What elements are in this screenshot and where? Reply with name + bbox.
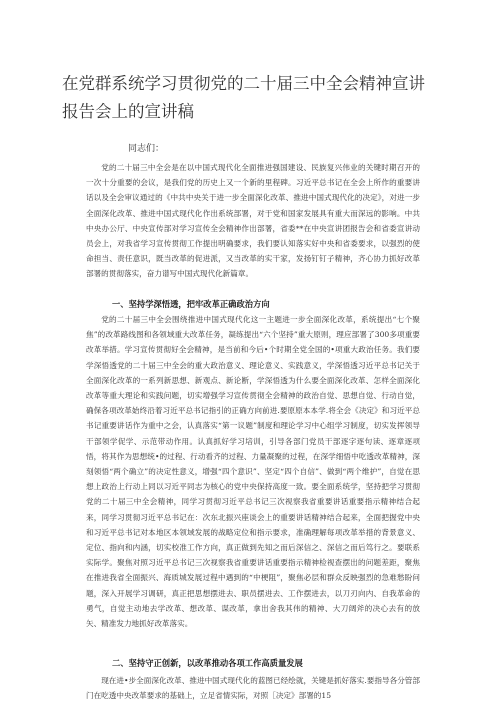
paragraph-section-1: 党的二十届三中全会围绕推进中国式现代化这一主题进一步全面深化改革，系统提出“七个聚焦”的改革路线图和各领域重大改革任务，凝练提出“六个坚持”重大原则，理应部署了300多项重要改革举措。学习宣传贯彻好全会精神，是当前和今后•个时期全党全国的•项重大政治任务。我们要学深悟透党的二十届三中全会的重大政治意义、理论意义、实践意义，学深悟透习近平总书记关于全面深化改革的一系列新思想、新观点、新论断，学深悟透为什么要全面深化改革、怎样全面深化改革等重大理论和实践问题，切实增强学习宣传贯彻全会精神的政治自觉、思想自觉、行动自觉，确保各项改革始终沿着习近平总书记指引的正确方向前进.要原原本本学.将全会《决定》和习近平总书记重要讲话作为重中之会，认真落实“第一议题”制度和理论学习中心组学习制度，切实发挥领导干部领学促学、示范带动作用。认真抓好学习培训，引导各部门党员干部逐字逐句读、逐章逐项悟，将其作为思想统•的过程、行动看齐的过程、力量凝聚的过程，在深学细悟中吃透改革精神，深刻领悟“两个确立”的决定性意义，增强“四个意识”、坚定“四个自信”、做到“两个维护”，自觉在思想上政治上行动上同以习近平同志为核心的党中央保持高度一致。要全面系统学，坚持把学习贯彻党的二十届三中全会精神，同学习贯彻习近平总书记三次视察我省重要讲话重要指示精神结合起来，同学习贯彻习近平总书记在：次东北振兴座谈会上的重要讲话精神结合起来，全面把握党中央和习近平总书记对本地区本领域发展的战略定位和指示要求，准确理解每项改革举措的背景意义、定位、指向和内涵，切实校准工作方向，真正做到先知之而后深信之、深信之而后笃行之。要联系实际学。聚焦对照习近平总书记三次视察我省重要讲话重要指示精神检视查摆出的问题差距，聚焦在推进我省全面振兴、海质城发展过程中遇到的“中梗阻”，聚焦必层和群众反映强烈的急难愁盼问题，深入开展学习调研，真正把思想摆进去、职员摆进去、工作摆进去，以刀刃向内、自我革命的勇气，自觉主动地去学改革、想改革、谋改革，拿出舍我其伟的精神、大刀阔斧的决心去有的放矢、精准发力地抓好改革落实。 — [86, 315, 420, 629]
section-heading-1: 一、坚持学深悟透，把牢改革正确政治方向 — [112, 299, 270, 309]
paragraph-intro: 党的二十届三中全会是在以中国式现代化全面推进强国建设、民族复兴伟业的关键时期召开的一次十分重要的会议，是我们党的历史上又一个新的里程碑。习近平总书记在全会上所作的重要讲话以及全会审议通过的《中共中央关于进一步全面深化改革、推进中国式现代化的决定》，对进一步全面深化改革、推进中国式现代化作出系统部署，对于党和国家发展具有重大而深远的影响。中共中央办公厅、中央宣传部对学习宣传全会精神作出部署，省委**在中央宣讲团报告会和省委宣讲动员会上，对我省学习宣传贯彻工作提出明确要求，我们要认知落实好中央和省委要求，以强烈的使命担当、责任意识，既当改革的促进派，又当改革的实干家，发扬钉钉子精神，齐心协力抓好改革部署的贯彻落实，奋力谱写中国式现代化新篇章。 — [86, 163, 420, 279]
greeting: 同志们： — [128, 144, 165, 154]
paragraph-section-2: 现在进•步全面深化改革、推进中国式现代化的蓝图已经绘就，关键是抓好落实.要指导各分管部门在吃透中央改革要求的基础上，立足省情实际，对照［决定》部署的15 — [86, 676, 420, 701]
document-title — [62, 70, 442, 126]
section-heading-2: 二、坚持守正创新，以改革推动各项工作高质量发展 — [112, 658, 303, 668]
document-title-line2: 报告会上的宣讲稿 — [62, 102, 194, 121]
document-title-line1: 在党群系统学习贯彻党的二十届三中全会精神宣讲 — [62, 74, 425, 93]
